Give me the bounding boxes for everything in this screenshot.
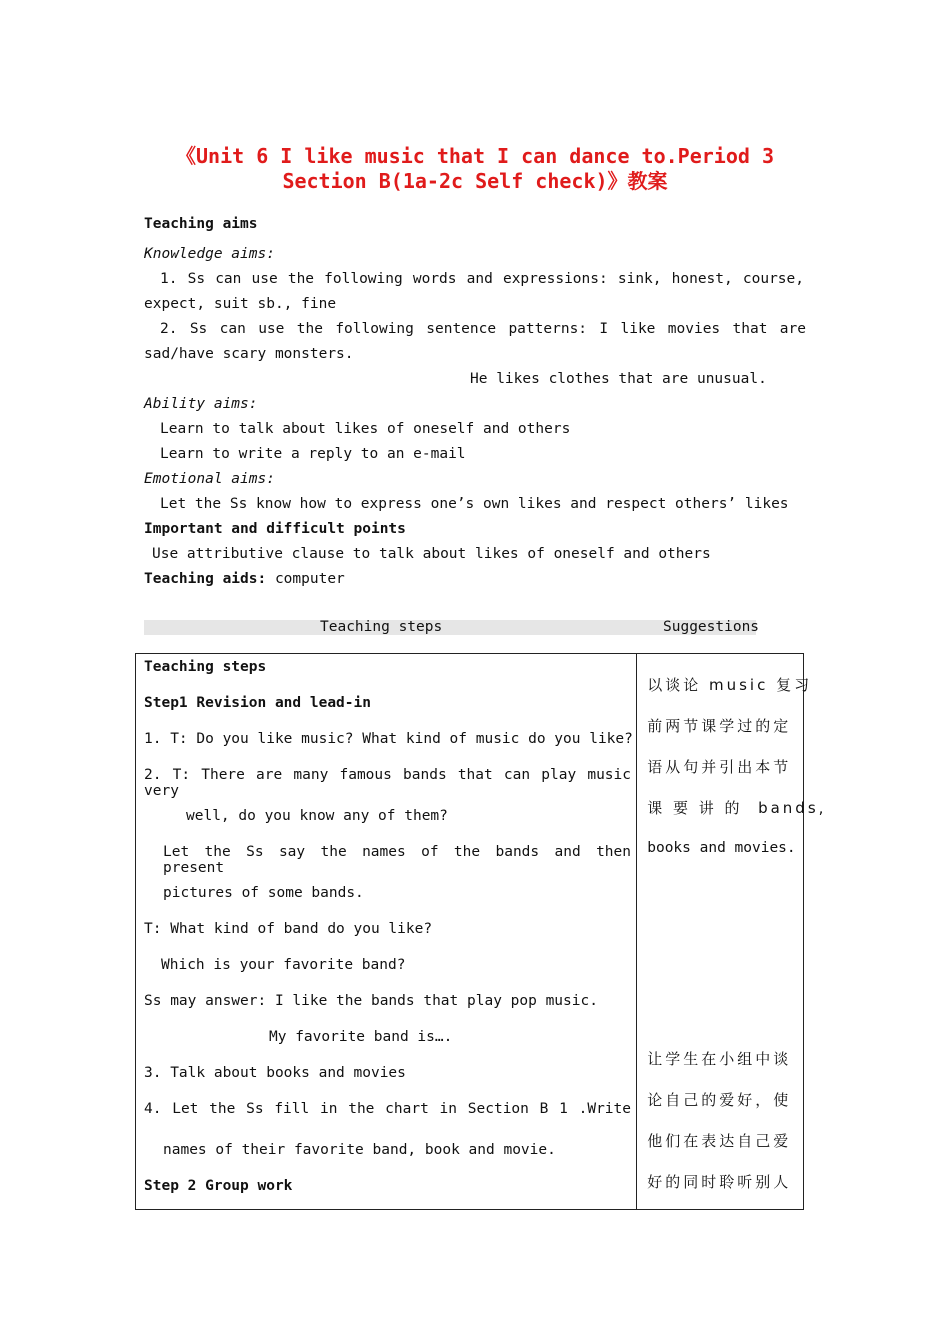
ability-item-1: Learn to talk about likes of oneself and others	[160, 421, 571, 437]
suggestions-cell	[637, 654, 827, 1210]
teaching-aids-value: computer	[266, 571, 345, 587]
knowledge-item-2: 2. Ss can use the following sentence patterns: I like movies that are	[160, 321, 806, 337]
teaching-aids-line	[144, 571, 345, 587]
suggestion-2-line-2: 论自己的爱好，使	[647, 1091, 792, 1109]
knowledge-item-1: 1. Ss can use the following words and expressions: sink, honest, course,	[160, 271, 804, 287]
step1-heading: Step1 Revision and lead-in	[144, 695, 371, 711]
important-point-1: Use attributive clause to talk about likes of oneself and others	[152, 546, 711, 562]
suggestion-2-line-3: 他们在表达自己爱	[647, 1132, 792, 1150]
knowledge-aims-heading: Knowledge aims:	[144, 246, 275, 262]
teaching-aids-label: Teaching aids:	[144, 571, 267, 587]
emotional-aims-heading: Emotional aims:	[144, 471, 275, 487]
header-suggestions: Suggestions	[663, 619, 760, 635]
step1-line-10: 3. Talk about books and movies	[144, 1065, 406, 1081]
teaching-steps-table	[135, 653, 827, 1210]
knowledge-item-1-cont: expect, suit sb., fine	[144, 296, 337, 312]
knowledge-item-2-example: He likes clothes that are unusual.	[470, 371, 767, 387]
suggestion-2-line-1: 让学生在小组中谈	[647, 1050, 792, 1068]
step1-line-5: pictures of some bands.	[163, 885, 364, 901]
suggestion-2-line-4: 好的同时聆听别人	[647, 1173, 792, 1191]
step1-line-4: Let the Ss say the names of the bands and then present	[163, 844, 631, 876]
suggestion-1-line-3: 语从句并引出本节	[647, 758, 792, 776]
step1-line-1: 1. T: Do you like music? What kind of music do you like?	[144, 731, 633, 747]
step1-line-11: 4. Let the Ss fill in the chart in Section B 1 .Write	[144, 1101, 631, 1117]
step1-line-7: Which is your favorite band?	[161, 957, 406, 973]
ability-aims-heading: Ability aims:	[144, 396, 258, 412]
step1-line-12: names of their favorite band, book and movie.	[163, 1142, 556, 1158]
table-header-bar	[144, 619, 760, 635]
suggestion-1-line-5: books and movies.	[647, 840, 796, 856]
knowledge-item-2-cont: sad/have scary monsters.	[144, 346, 354, 362]
important-points-heading: Important and difficult points	[144, 521, 406, 537]
step1-line-3: well, do you know any of them?	[186, 808, 448, 824]
suggestion-1-line-4: 课 要 讲 的 bands,	[647, 799, 827, 817]
step2-heading: Step 2 Group work	[144, 1178, 293, 1194]
teaching-aims-heading: Teaching aims	[144, 216, 258, 232]
emotional-item-1: Let the Ss know how to express one’s own likes and respect others’ likes	[160, 496, 789, 512]
step1-line-8: Ss may answer: I like the bands that play pop music.	[144, 993, 598, 1009]
suggestion-1-line-2: 前两节课学过的定	[647, 717, 792, 735]
ability-item-2: Learn to write a reply to an e-mail	[160, 446, 466, 462]
step1-line-9: My favorite band is….	[269, 1029, 453, 1045]
header-teaching-steps: Teaching steps	[320, 619, 443, 635]
document-title: 《Unit 6 I like music that I can dance to.Period 3 Section B(1a-2c Self check)》教案	[176, 144, 774, 193]
step1-line-6: T: What kind of band do you like?	[144, 921, 433, 937]
suggestion-1-line-1: 以谈论 music 复习	[647, 676, 813, 694]
steps-cell	[136, 654, 637, 1210]
steps-cell-heading: Teaching steps	[144, 659, 267, 675]
step1-line-2: 2. T: There are many famous bands that can play music very	[144, 767, 631, 799]
